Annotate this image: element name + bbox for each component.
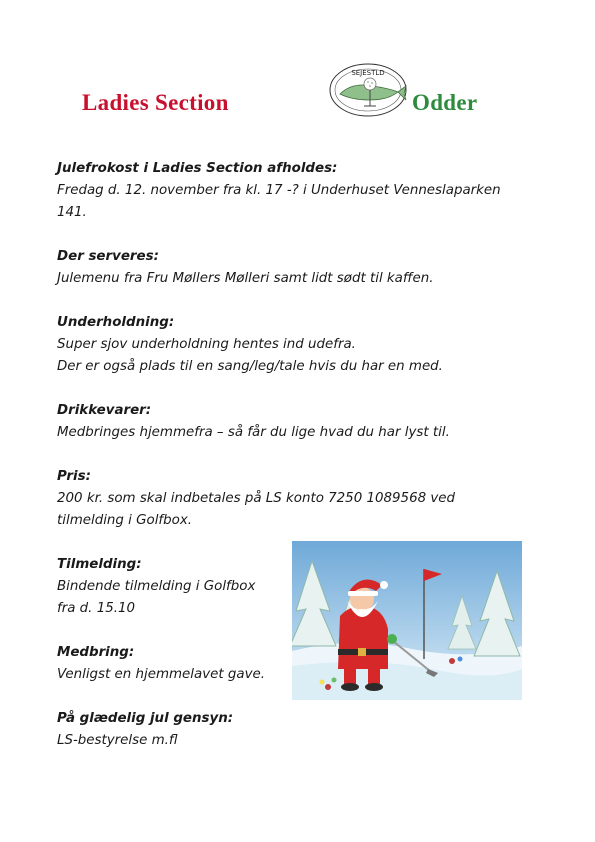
section-line: Der er også plads til en sang/leg/tale hvis du har en med. [57, 359, 443, 374]
section-underholdning [57, 312, 537, 378]
section-line: tilmelding i Golfbox. [57, 513, 193, 528]
club-logo [326, 60, 410, 120]
section-line: Medbringes hjemmefra – så får du lige hvad du har lyst til. [57, 425, 450, 440]
section-line: 141. [57, 205, 87, 220]
section-drikkevarer [57, 400, 537, 444]
section-heading: Drikkevarer: [57, 403, 152, 418]
letterhead [0, 60, 595, 124]
section-heading: Medbring: [57, 645, 135, 660]
title-ladies-section: Ladies Section [82, 90, 229, 115]
section-heading: Julefrokost i Ladies Section afholdes: [57, 161, 338, 176]
section-line: Venligst en hjemmelavet gave. [57, 667, 265, 682]
section-line: Julemenu fra Fru Møllers Mølleri samt lidt sødt til kaffen. [57, 271, 434, 286]
section-julefrokost [57, 158, 537, 224]
section-line: 200 kr. som skal indbetales på LS konto 7250 1089568 ved [57, 491, 456, 506]
section-heading: På glædelig jul gensyn: [57, 711, 234, 726]
section-pris [57, 466, 537, 532]
section-heading: Pris: [57, 469, 91, 484]
section-heading: Der serveres: [57, 249, 159, 264]
logo-text: SEJESTLD [351, 69, 385, 77]
title-odder: Odder [412, 90, 478, 115]
section-gensyn [57, 708, 537, 752]
section-line: LS-bestyrelse m.fl [57, 733, 178, 748]
section-heading: Underholdning: [57, 315, 175, 330]
section-der-serveres [57, 246, 537, 290]
section-line: Bindende tilmelding i Golfbox [57, 579, 256, 594]
section-line: fra d. 15.10 [57, 601, 136, 616]
section-heading: Tilmelding: [57, 557, 142, 572]
santa-golf-illustration [292, 541, 522, 700]
section-line: Super sjov underholdning hentes ind udefra. [57, 337, 356, 352]
section-line: Fredag d. 12. november fra kl. 17 -? i Underhuset Venneslaparken [57, 183, 501, 198]
